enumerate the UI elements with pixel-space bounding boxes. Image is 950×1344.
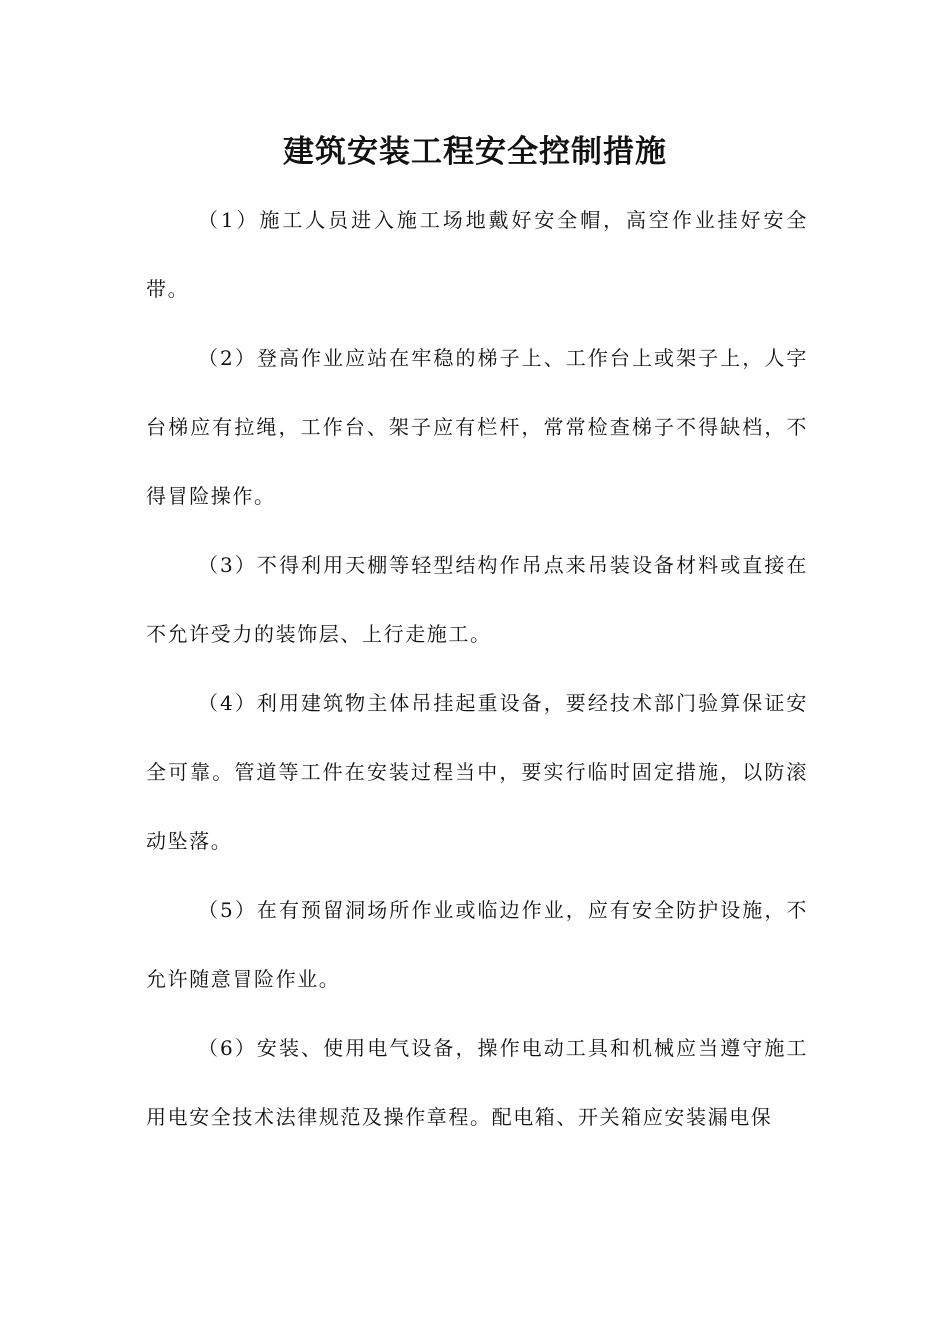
paragraph-1: （1）施工人员进入施工场地戴好安全帽，高空作业挂好安全带。 [146,208,808,301]
paragraph-3: （3）不得利用天棚等轻型结构作吊点来吊装设备材料或直接在不允许受力的装饰层、上行走施工。 [146,553,808,646]
paragraph-5: （5）在有预留洞场所作业或临边作业，应有安全防护设施，不允许随意冒险作业。 [146,898,808,991]
paragraph-6: （6）安装、使用电气设备，操作电动工具和机械应当遵守施工用电安全技术法律规范及操作章程。配电箱、开关箱应安装漏电保 [146,1036,808,1129]
paragraph-4: （4）利用建筑物主体吊挂起重设备，要经技术部门验算保证安全可靠。管道等工件在安装过程当中，要实行临时固定措施，以防滚动坠落。 [146,691,808,853]
document-title: 建筑安装工程安全控制措施 [283,134,667,170]
document-body [146,186,808,1152]
paragraph-2: （2）登高作业应站在牢稳的梯子上、工作台上或架子上，人字台梯应有拉绳，工作台、架子应有栏杆，常常检查梯子不得缺档，不得冒险操作。 [146,346,808,508]
